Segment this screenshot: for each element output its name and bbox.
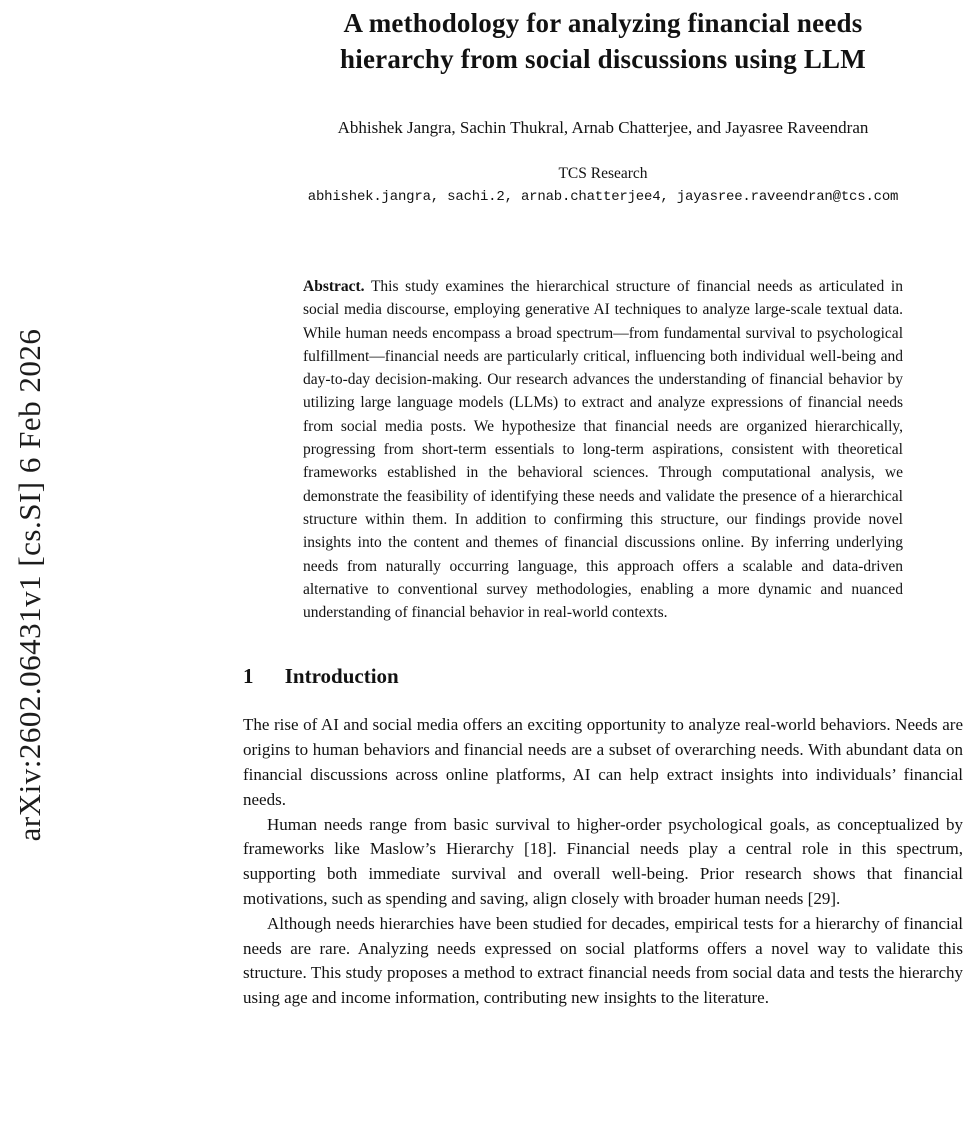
abstract-label: Abstract.	[303, 278, 365, 295]
section-number: 1	[243, 664, 254, 689]
arxiv-watermark: arXiv:2602.06431v1 [cs.SI] 6 Feb 2026	[12, 328, 47, 842]
title-line-1: A methodology for analyzing financial needs	[343, 8, 863, 38]
abstract-text: This study examines the hierarchical structure of financial needs as articulated in social media discourse, employing generative AI techniques to analyze large-scale textual data. While human needs encompass a broad spectrum—from fundamental survival to psychological fulfillment—financial needs are particularly critical, influencing both individual well-being and day-to-day decision-making. Our research advances the understanding of financial behavior by utilizing large language models (LLMs) to extract and analyze expressions of financial needs from social media posts. We hypothesize that financial needs are organized hierarchically, progressing from short-term essentials to long-term aspirations, consistent with theoretical frameworks established in the behavioral sciences. Through computational analysis, we demonstrate the feasibility of identifying these needs and validate the presence of a hierarchical structure within them. In addition to confirming this structure, our findings provide novel insights into the content and themes of financial discussions online. By inferring underlying needs from naturally occurring language, this approach offers a scalable and data-driven alternative to conventional survey methodologies, enabling a more dynamic and nuanced understanding of financial behavior in real-world contexts.	[303, 278, 903, 622]
emails-line: abhishek.jangra, sachi.2, arnab.chatterjee4, jayasree.raveendran@tcs.com	[307, 189, 899, 205]
authors-line: Abhishek Jangra, Sachin Thukral, Arnab Chatterjee, and Jayasree Raveendran	[337, 118, 869, 137]
intro-paragraph-2: Human needs range from basic survival to higher-order psychological goals, as conceptualized by frameworks like Maslow’s Hierarchy [18]. Financial needs play a central role in this spectrum, supporting both immediate survival and overall well-being. Prior research shows that financial motivations, such as spending and saving, align closely with broader human needs [29].	[243, 814, 963, 909]
intro-paragraph-1: The rise of AI and social media offers an exciting opportunity to analyze real-world behaviors. Needs are origins to human behaviors and financial needs are a subset of overarching needs. With abundant data on financial discussions across online platforms, AI can help extract insights into individuals’ financial needs.	[243, 715, 963, 809]
section-title: Introduction	[284, 664, 399, 689]
paper-content	[243, 0, 963, 1011]
section-heading-introduction	[243, 664, 963, 689]
affiliation-line: TCS Research	[558, 165, 648, 182]
intro-paragraph-3: Although needs hierarchies have been studied for decades, empirical tests for a hierarchy of financial needs are rare. Analyzing needs expressed on social platforms offers a novel way to validate this structure. This study proposes a method to extract financial needs from social data and tests the hierarchy using age and income information, contributing new insights to the literature.	[243, 913, 963, 1008]
paper-title	[243, 5, 963, 77]
abstract-block	[303, 275, 903, 624]
title-line-2: hierarchy from social discussions using LLM	[340, 44, 866, 74]
